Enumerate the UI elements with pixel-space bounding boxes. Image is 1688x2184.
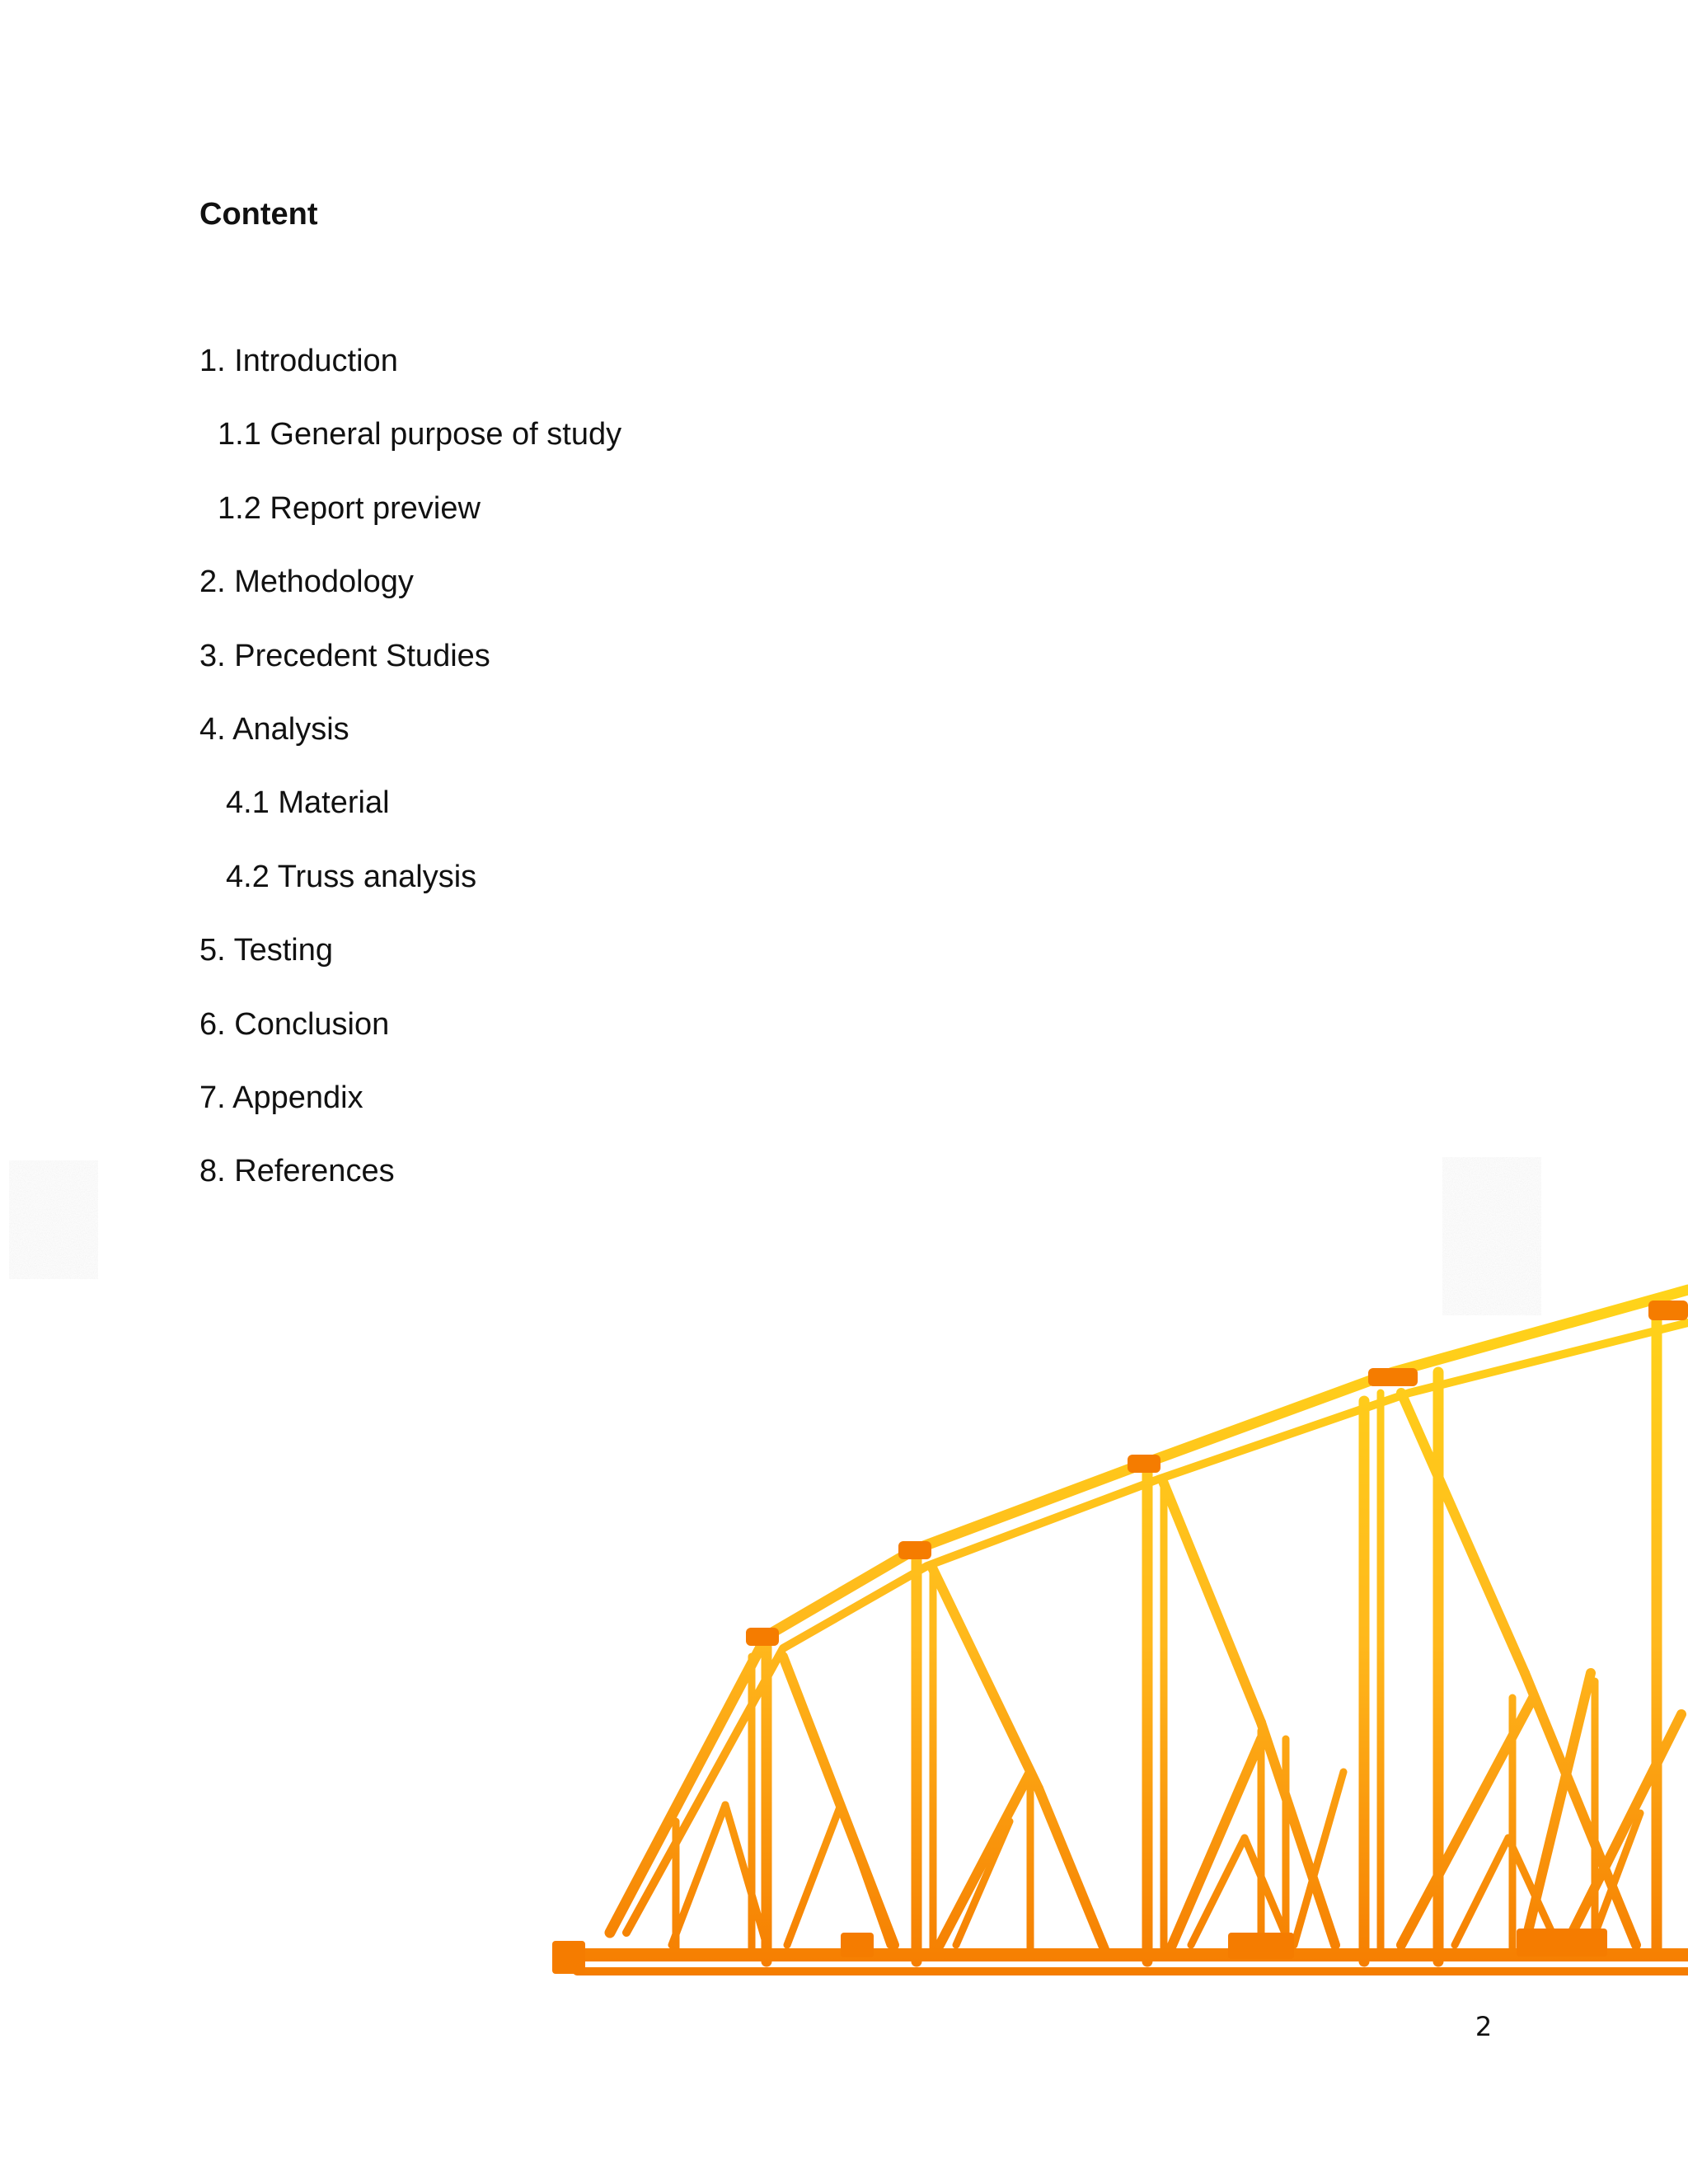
toc-item-truss-analysis[interactable]: 4.2 Truss analysis	[226, 859, 477, 894]
page-number: 2	[1475, 2011, 1493, 2042]
toc-item-testing[interactable]: 5. Testing	[199, 933, 333, 968]
toc-item-conclusion[interactable]: 6. Conclusion	[199, 1006, 390, 1042]
table-of-contents	[199, 343, 621, 1227]
toc-item-precedent-studies[interactable]: 3. Precedent Studies	[199, 638, 490, 673]
toc-item-references[interactable]: 8. References	[199, 1154, 395, 1189]
truss-bridge-image	[0, 1154, 1688, 1994]
toc-item-methodology[interactable]: 2. Methodology	[199, 565, 414, 600]
toc-item-analysis[interactable]: 4. Analysis	[199, 711, 349, 747]
toc-item-report-preview[interactable]: 1.2 Report preview	[218, 490, 481, 526]
toc-item-material[interactable]: 4.1 Material	[226, 785, 390, 821]
toc-item-general-purpose[interactable]: 1.1 General purpose of study	[218, 417, 622, 452]
toc-item-appendix[interactable]: 7. Appendix	[199, 1080, 363, 1115]
page-title: Content	[199, 197, 318, 232]
toc-item-introduction[interactable]: 1. Introduction	[199, 344, 398, 378]
